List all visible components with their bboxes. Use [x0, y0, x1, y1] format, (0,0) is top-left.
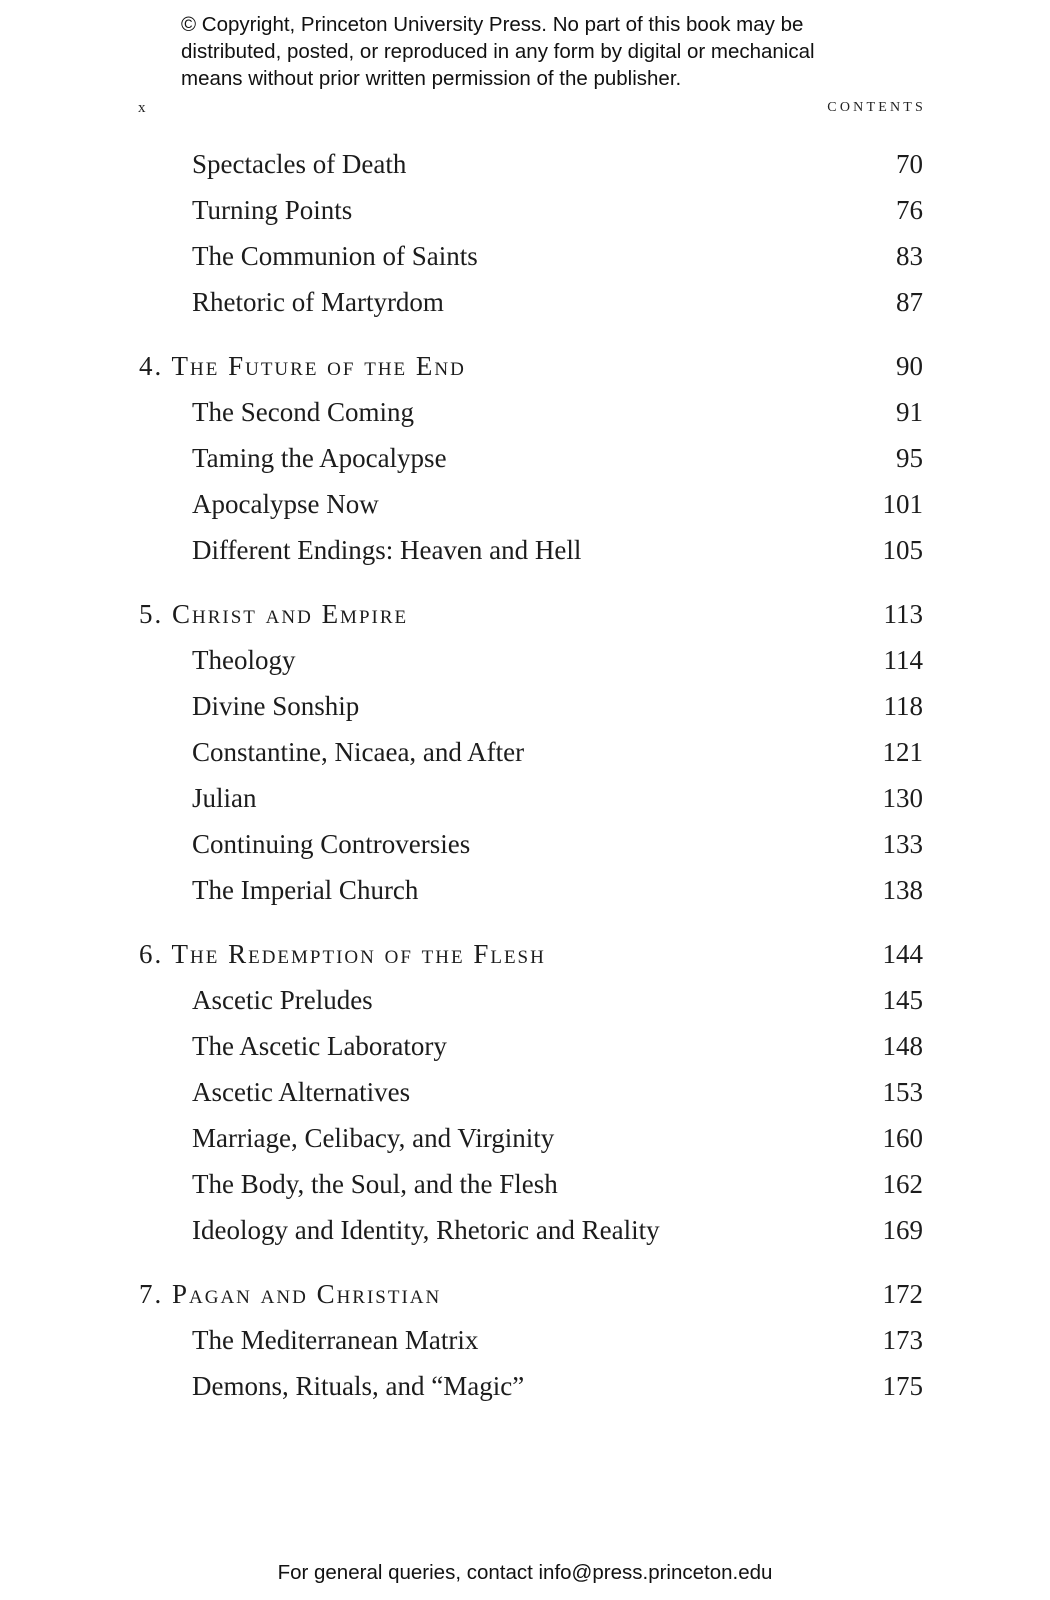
toc-entry	[0, 985, 1050, 1025]
toc-chapter-title: 7. Pagan and Christian	[139, 1279, 442, 1309]
copyright-notice	[181, 11, 901, 92]
toc-entry	[0, 875, 1050, 915]
toc-chapter-page: 172	[882, 1279, 923, 1309]
toc-entry	[0, 397, 1050, 437]
toc-entry-title: Ascetic Alternatives	[192, 1077, 411, 1107]
toc-entry	[0, 645, 1050, 685]
toc-entry-title: Spectacles of Death	[192, 149, 407, 179]
copyright-line: © Copyright, Princeton University Press. No part of this book may be	[181, 13, 804, 36]
toc-entry-page: 160	[882, 1123, 923, 1153]
toc-chapter-page: 113	[883, 599, 923, 629]
toc-entry-title: Marriage, Celibacy, and Virginity	[192, 1123, 555, 1153]
toc-entry	[0, 287, 1050, 327]
toc-entry-page: 87	[896, 287, 923, 317]
toc-entry	[0, 241, 1050, 281]
toc-entry-page: 95	[896, 443, 923, 473]
toc-chapter-page: 90	[896, 351, 923, 381]
toc-entry-title: The Imperial Church	[192, 875, 419, 905]
toc-entry	[0, 489, 1050, 529]
toc-chapter	[0, 351, 1050, 391]
toc-entry-page: 118	[883, 691, 923, 721]
toc-entry-page: 133	[882, 829, 923, 859]
toc-entry-title: The Ascetic Laboratory	[192, 1031, 447, 1061]
toc-chapter-title: 6. The Redemption of the Flesh	[139, 939, 546, 969]
toc-entry	[0, 195, 1050, 235]
footer-contact: For general queries, contact info@press.princeton.edu	[277, 1561, 773, 1584]
toc-entry-title: The Communion of Saints	[192, 241, 478, 271]
toc-entry-page: 145	[882, 985, 923, 1015]
toc-entry-title: Constantine, Nicaea, and After	[192, 737, 525, 767]
toc-entry-title: Ideology and Identity, Rhetoric and Reality	[192, 1215, 660, 1245]
toc-entry-page: 114	[883, 645, 923, 675]
copyright-line: distributed, posted, or reproduced in any form by digital or mechanical	[181, 40, 815, 63]
toc-entry	[0, 1325, 1050, 1365]
toc-entry-page: 91	[896, 397, 923, 427]
toc-entry-page: 138	[882, 875, 923, 905]
toc-entry-title: The Second Coming	[192, 397, 414, 427]
toc-entry-page: 101	[882, 489, 923, 519]
toc-entry-title: Theology	[192, 645, 296, 675]
toc-entry-title: Julian	[192, 783, 257, 813]
toc-entry	[0, 1077, 1050, 1117]
toc-entry-page: 175	[882, 1371, 923, 1401]
toc-entry-title: The Body, the Soul, and the Flesh	[192, 1169, 558, 1199]
toc-entry	[0, 829, 1050, 869]
toc-entry-page: 153	[882, 1077, 923, 1107]
toc-entry-title: Rhetoric of Martyrdom	[192, 287, 444, 317]
toc-entry-page: 83	[896, 241, 923, 271]
toc-entry-title: Divine Sonship	[192, 691, 360, 721]
toc-entry	[0, 1371, 1050, 1411]
toc-entry-page: 148	[882, 1031, 923, 1061]
toc-entry-page: 130	[882, 783, 923, 813]
toc-entry-page: 105	[882, 535, 923, 565]
toc-entry-title: The Mediterranean Matrix	[192, 1325, 479, 1355]
toc-entry	[0, 443, 1050, 483]
toc-entry	[0, 691, 1050, 731]
toc-entry-page: 162	[882, 1169, 923, 1199]
toc-entry-title: Taming the Apocalypse	[192, 443, 447, 473]
toc-entry-page: 173	[882, 1325, 923, 1355]
toc-entry	[0, 783, 1050, 823]
toc-chapter-title: 5. Christ and Empire	[139, 599, 409, 629]
page-folio: x	[138, 100, 149, 116]
toc-entry-page: 169	[882, 1215, 923, 1245]
toc-entry	[0, 535, 1050, 575]
toc-chapter-title: 4. The Future of the End	[139, 351, 466, 381]
toc-entry-title: Different Endings: Heaven and Hell	[192, 535, 582, 565]
toc-chapter	[0, 599, 1050, 639]
toc-entry	[0, 737, 1050, 777]
toc-entry-title: Turning Points	[192, 195, 353, 225]
toc-entry-title: Demons, Rituals, and “Magic”	[192, 1371, 525, 1401]
toc-chapter-page: 144	[882, 939, 923, 969]
toc-entry	[0, 1169, 1050, 1209]
copyright-line: means without prior written permission of the publisher.	[181, 67, 682, 90]
toc-entry-page: 76	[896, 195, 923, 225]
toc-entry-title: Apocalypse Now	[192, 489, 379, 519]
toc-entry-title: Ascetic Preludes	[192, 985, 373, 1015]
toc-entry	[0, 1215, 1050, 1255]
toc-entry-page: 121	[882, 737, 923, 767]
toc-chapter	[0, 939, 1050, 979]
toc-entry	[0, 1123, 1050, 1163]
toc-entry	[0, 149, 1050, 189]
toc-entry-page: 70	[896, 149, 923, 179]
toc-entry	[0, 1031, 1050, 1071]
toc-entry-title: Continuing Controversies	[192, 829, 471, 859]
toc-chapter	[0, 1279, 1050, 1319]
running-head-title: CONTENTS	[827, 100, 926, 115]
